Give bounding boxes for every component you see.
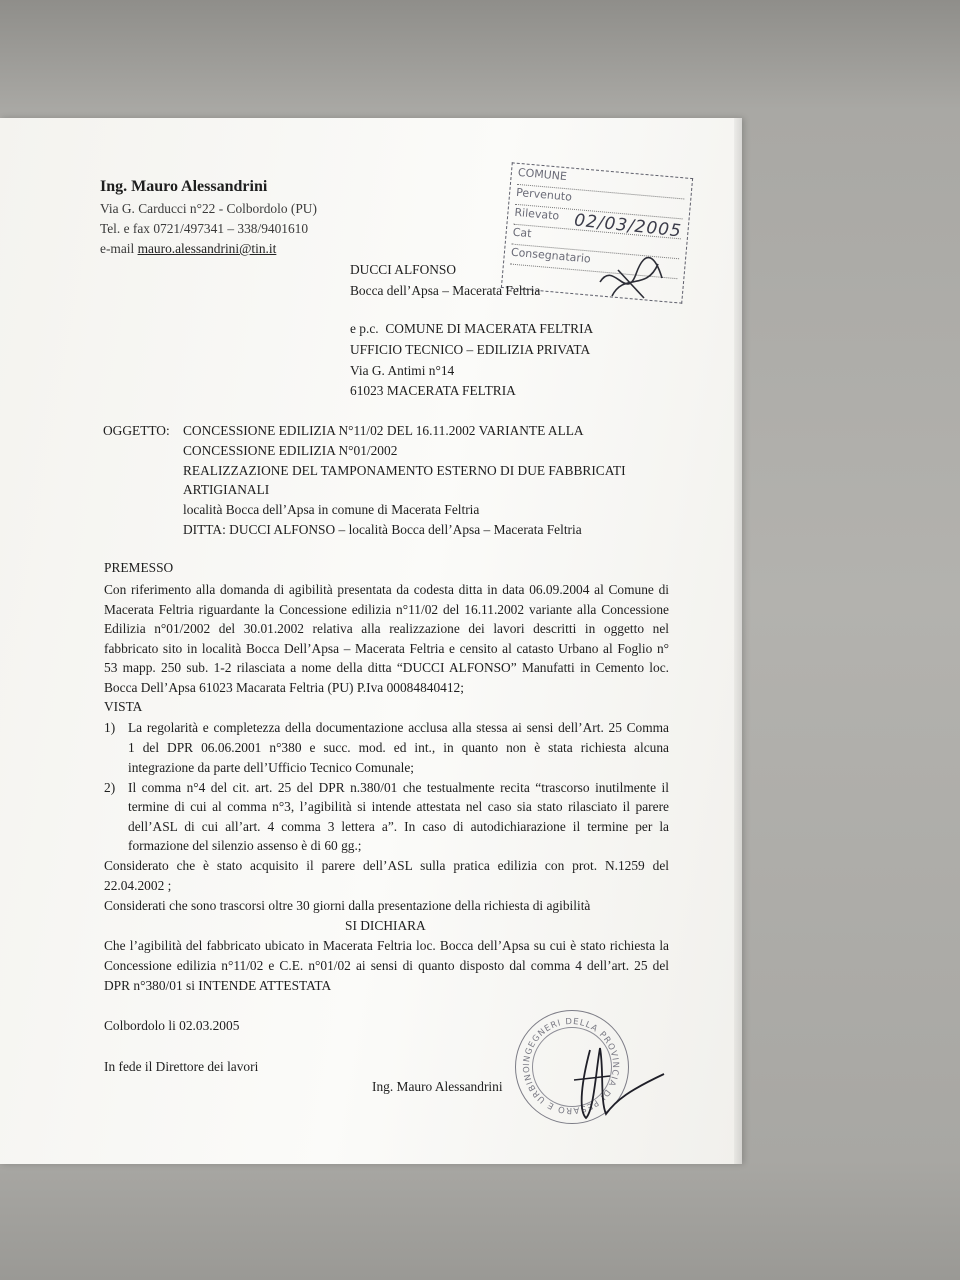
stamp-label: Rilevato bbox=[513, 205, 560, 223]
stamp-label: Pervenuto bbox=[515, 185, 573, 204]
subject-line: ARTIGIANALI bbox=[183, 482, 270, 497]
list-item-line: Il comma n°4 del cit. art. 25 del DPR n.380/01 che testualmente recita “trascorso inutilmente il bbox=[128, 780, 669, 795]
heading-si-dichiara: SI DICHIARA bbox=[345, 918, 426, 933]
body-line: 22.04.2002 ; bbox=[104, 878, 172, 893]
list-item-line: formazione del silenzio assenso è di 60 gg.; bbox=[128, 838, 362, 853]
heading-premesso: PREMESSO bbox=[104, 560, 174, 575]
body-line: 53 mapp. 250 sub. 1-2 rilasciata a nome della ditta “DUCCI ALFONSO” Manufatti in Cemento loc. bbox=[104, 660, 669, 675]
sender-name: Ing. Mauro Alessandrini bbox=[100, 178, 268, 195]
list-item-line: dell’ASL di cui all’art. 4 comma 3 lettera a”. In caso di autodichiarazione il termine per la bbox=[128, 819, 669, 834]
cc-office: COMUNE DI MACERATA FELTRIA bbox=[385, 321, 594, 336]
body-line: Con riferimento alla domanda di agibilità presentata da codesta ditta in data 06.09.2004 al Comune di bbox=[104, 582, 669, 597]
email-link[interactable]: mauro.alessandrini@tin.it bbox=[137, 241, 277, 256]
recipient-place: Bocca dell’Apsa – Macerata Feltria bbox=[350, 283, 541, 298]
cc-line-1 bbox=[350, 321, 593, 337]
sender-phone: Tel. e fax 0721/497341 – 338/9401610 bbox=[100, 221, 309, 236]
stamp-label: COMUNE bbox=[517, 165, 568, 184]
body-line: Considerato che è stato acquisito il parere dell’ASL sulla pratica edilizia con prot. N.1259 del bbox=[104, 858, 669, 873]
list-number: 1) bbox=[104, 720, 116, 735]
list-item-line: La regolarità e completezza della documentazione acclusa alla stessa ai sensi dell’Art. 25 Comma bbox=[128, 720, 669, 735]
subject-line: CONCESSIONE EDILIZIA N°11/02 DEL 16.11.2002 VARIANTE ALLA bbox=[183, 423, 584, 438]
page-edge-shadow bbox=[734, 118, 742, 1164]
subject-label: OGGETTO: bbox=[103, 423, 170, 438]
list-item-line: integrazione da parte dell’Ufficio Tecnico Comunale; bbox=[128, 760, 414, 775]
stamp-signature-scribble bbox=[596, 252, 668, 304]
cc-line-3: Via G. Antimi n°14 bbox=[350, 363, 455, 378]
cc-line-2: UFFICIO TECNICO – EDILIZIA PRIVATA bbox=[350, 342, 591, 357]
stamp-label: Consegnatario bbox=[510, 245, 592, 266]
subject-line: REALIZZAZIONE DEL TAMPONAMENTO ESTERNO DI DUE FABBRICATI bbox=[183, 463, 626, 478]
body-line: Concessione edilizia n°11/02 e C.E. n°01/02 ai sensi di quanto disposto dal comma 4 dell’art. 25 del bbox=[104, 958, 669, 973]
email-label: e-mail bbox=[100, 241, 138, 256]
signature-scribble bbox=[560, 1040, 670, 1125]
list-item-line: 1 del DPR 06.06.2001 n°380 e succ. mod. ed int., in quanto non è stata richiesta alcuna bbox=[128, 740, 669, 755]
signatory-name: Ing. Mauro Alessandrini bbox=[372, 1079, 503, 1094]
body-line: Macerata Feltria riguardante la Concessione edilizia n°11/02 del 16.11.2002 variante alla Concessione bbox=[104, 602, 669, 617]
body-line: Considerati che sono trascorsi oltre 30 giorni dalla presentazione della richiesta di agibilità bbox=[104, 898, 591, 913]
subject-line: DITTA: DUCCI ALFONSO – località Bocca dell’Apsa – Macerata Feltria bbox=[183, 522, 582, 537]
body-line: Bocca Dell’Apsa 61023 Macarata Feltria (PU) P.Iva 00084840412; bbox=[104, 680, 464, 695]
place-date: Colbordolo li 02.03.2005 bbox=[104, 1018, 240, 1033]
cc-prefix: e p.c. bbox=[350, 321, 379, 336]
cc-line-4: 61023 MACERATA FELTRIA bbox=[350, 383, 516, 398]
subject-line: località Bocca dell’Apsa in comune di Macerata Feltria bbox=[183, 502, 480, 517]
subject-line: CONCESSIONE EDILIZIA N°01/2002 bbox=[183, 443, 398, 458]
body-line: Che l’agibilità del fabbricato ubicato in Macerata Feltria loc. Bocca dell’Apsa su cui è stato richiesta la bbox=[104, 938, 669, 953]
body-line: DPR n°380/01 si INTENDE ATTESTATA bbox=[104, 978, 332, 993]
recipient-name: DUCCI ALFONSO bbox=[350, 262, 457, 277]
sender-address: Via G. Carducci n°22 - Colbordolo (PU) bbox=[100, 201, 317, 216]
body-line: fabbricato sito in località Bocca Dell’Apsa – Macerata Feltria e censito al catasto Urbano al Foglio n° bbox=[104, 641, 669, 656]
heading-vista: VISTA bbox=[104, 699, 143, 714]
closing-formula: In fede il Direttore dei lavori bbox=[104, 1059, 259, 1074]
engineer-seal-text: INGEGNERI DELLA PROVINCIA DI PESARO E URBINO bbox=[521, 1016, 621, 1116]
stamp-label: Cat bbox=[512, 225, 532, 241]
sender-email-line bbox=[100, 241, 276, 257]
list-item-line: termine di cui al comma n°3, l’agibilità si intende attestata nel caso sia stato rilasciato il parere bbox=[128, 799, 669, 814]
body-line: Edilizia n°01/2002 del 30.01.2002 relativa alla realizzazione dei lavori descritti in oggetto nel bbox=[104, 621, 669, 636]
stamp-handwritten-date: 02/03/2005 bbox=[573, 210, 683, 242]
list-number: 2) bbox=[104, 780, 116, 795]
